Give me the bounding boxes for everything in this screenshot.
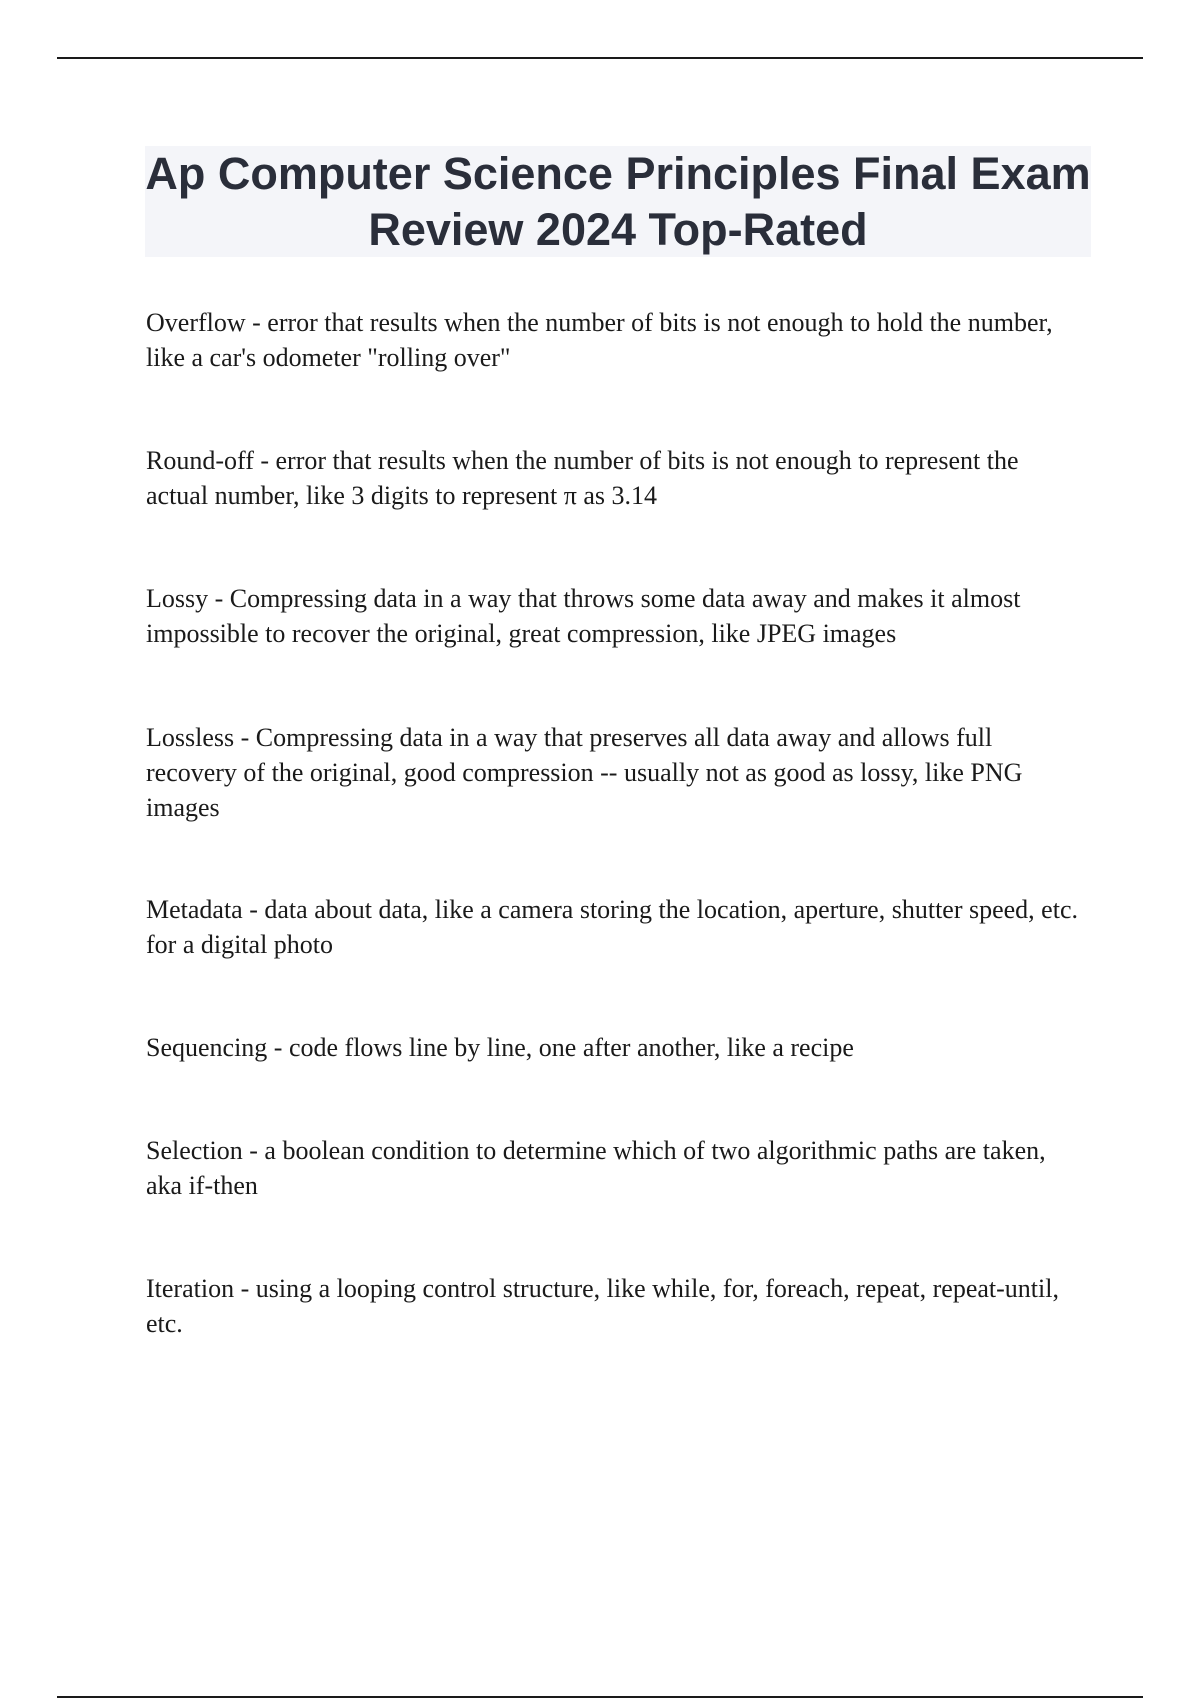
entry-sequencing: Sequencing - code flows line by line, one after another, like a recipe bbox=[146, 1033, 854, 1062]
entry-overflow: Overflow - error that results when the number of bits is not enough to hold the number, like a car's odometer "rolling over" bbox=[146, 308, 1053, 372]
entry-lossless: Lossless - Compressing data in a way that preserves all data away and allows full recovery of the original, good compression -- usually not as good as lossy, like PNG images bbox=[146, 723, 1023, 822]
entry-round-off: Round-off - error that results when the number of bits is not enough to represent the actual number, like 3 digits to represent π as 3.14 bbox=[146, 446, 1019, 510]
entry-selection: Selection - a boolean condition to determine which of two algorithmic paths are taken, aka if-then bbox=[146, 1136, 1046, 1200]
entry-lossy: Lossy - Compressing data in a way that throws some data away and makes it almost impossible to recover the original, great compression, like JPEG images bbox=[146, 584, 1021, 648]
entry-iteration: Iteration - using a looping control structure, like while, for, foreach, repeat, repeat-until, etc. bbox=[146, 1274, 1059, 1338]
title-banner bbox=[145, 146, 1091, 257]
document-title: Ap Computer Science Principles Final Exam Review 2024 Top-Rated bbox=[145, 147, 1091, 255]
top-rule bbox=[57, 57, 1143, 59]
entry-metadata: Metadata - data about data, like a camera storing the location, aperture, shutter speed, etc. for a digital photo bbox=[146, 895, 1078, 959]
bottom-rule bbox=[57, 1696, 1143, 1698]
